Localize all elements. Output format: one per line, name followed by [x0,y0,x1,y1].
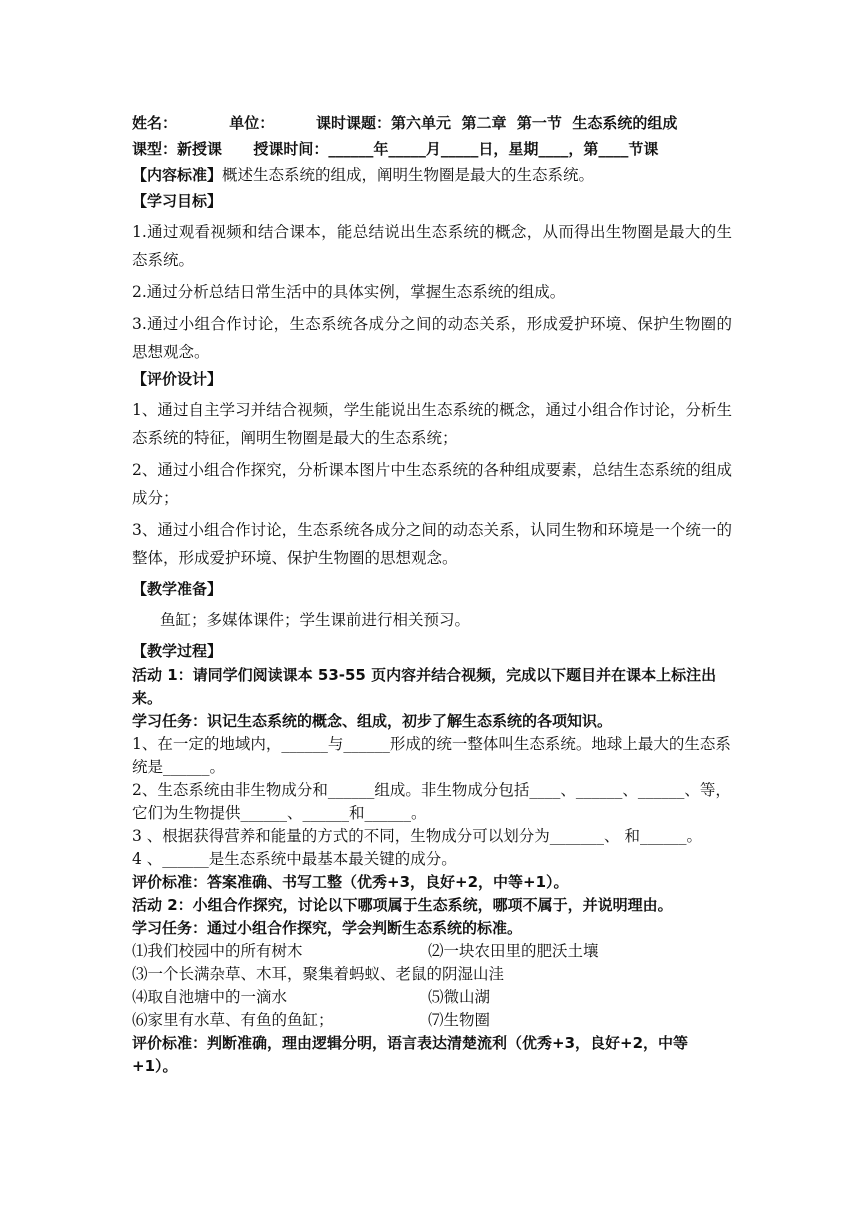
goal-item-3: 3.通过小组合作讨论，生态系统各成分之间的动态关系，形成爱护环境、保护生物圈的思想观念。 [132,315,732,361]
content-standard-heading: 【内容标准】 [132,166,223,184]
content-standard [132,162,732,188]
goals-heading: 【学习目标】 [132,192,223,210]
process-heading: 【教学过程】 [132,642,223,660]
evaluation-heading: 【评价设计】 [132,370,223,388]
options-row-2 [132,963,732,986]
goal-item-2: 2.通过分析总结日常生活中的具体实例，掌握生态系统的组成。 [132,283,566,301]
activity-2: 活动 2：小组合作探究，讨论以下哪项属于生态系统，哪项不属于，并说明理由。 [132,896,673,914]
preparation-heading: 【教学准备】 [132,580,223,598]
option-1: ⑴我们校园中的所有树木 [132,942,303,960]
options-row-4 [132,1009,732,1032]
goal-item-1: 1.通过观看视频和结合课本，能总结说出生态系统的概念，从而得出生物圈是最大的生态系统。 [132,223,732,269]
question-3: 3 、根据获得营养和能量的方式的不同，生物成分可以划分为_______、 和______。 [132,827,702,845]
options-row-3 [132,986,732,1009]
question-4: 4 、______是生态系统中最基本最关键的成分。 [132,850,457,868]
task-2: 学习任务：通过小组合作探究，学会判断生态系统的标准。 [132,919,523,937]
options-row-1 [132,940,732,963]
option-6: ⑹家里有水草、有鱼的鱼缸； [132,1011,334,1029]
question-1: 1、在一定的地域内，______与______形成的统一整体叫生态系统。地球上最大的生态系统是______。 [132,735,731,776]
option-7: ⑺生物圈 [428,1011,491,1029]
option-4: ⑷取自池塘中的一滴水 [132,988,288,1006]
criteria-2: 评价标准：判断准确，理由逻辑分明，语言表达清楚流利（优秀+3，良好+2，中等+1）。 [132,1034,689,1075]
evaluation-item-1: 1、通过自主学习并结合视频，学生能说出生态系统的概念，通过小组合作讨论，分析生态系统的特征，阐明生物圈是最大的生态系统； [132,401,732,447]
option-3: ⑶一个长满杂草、木耳，聚集着蚂蚁、老鼠的阴湿山洼 [132,965,505,983]
lesson-plan-page [132,110,732,1078]
criteria-1: 评价标准：答案准确、书写工整（优秀+3，良好+2，中等+1）。 [132,873,569,891]
evaluation-item-3: 3、通过小组合作讨论，生态系统各成分之间的动态关系，认同生物和环境是一个统一的整体，形成爱护环境、保护生物圈的思想观念。 [132,521,732,567]
content-standard-text: 概述生态系统的组成，阐明生物圈是最大的生态系统。 [222,166,595,184]
option-2: ⑵一块农田里的肥沃土壤 [428,942,599,960]
header-line-2: 课型：新授课 授课时间：______年_____月_____日，星期____，第____节课 [132,140,659,158]
evaluation-item-2: 2、通过小组合作探究，分析课本图片中生态系统的各种组成要素，总结生态系统的组成成分； [132,461,732,507]
activity-1: 活动 1：请同学们阅读课本 53-55 页内容并结合视频，完成以下题目并在课本上标注出来。 [132,666,717,707]
question-2: 2、生态系统由非生物成分和______组成。非生物成分包括____、______、______、等，它们为生物提供______、______和______。 [132,781,731,822]
preparation-text: 鱼缸；多媒体课件；学生课前进行相关预习。 [160,611,471,629]
task-1: 学习任务：识记生态系统的概念、组成，初步了解生态系统的各项知识。 [132,712,613,730]
header-line-1: 姓名： 单位： 课时课题：第六单元 第二章 第一节 生态系统的组成 [132,114,678,132]
option-5: ⑸微山湖 [428,988,491,1006]
